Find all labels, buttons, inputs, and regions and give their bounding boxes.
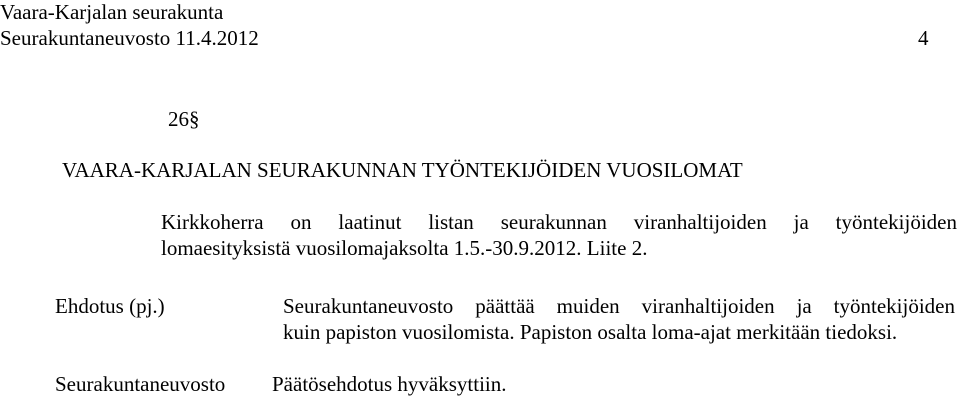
meeting-title: Seurakuntaneuvosto 11.4.2012	[0, 26, 259, 50]
page-number: 4	[918, 26, 929, 50]
intro-line-2: lomaesityksistä vuosilomajaksolta 1.5.-30.9.2012. Liite 2.	[161, 236, 648, 260]
section-number: 26§	[168, 107, 200, 131]
intro-line-1: Kirkkoherra on laatinut listan seurakunnan viranhaltijoiden ja työntekijöiden	[161, 210, 957, 234]
section-title: VAARA-KARJALAN SEURAKUNNAN TYÖNTEKIJÖIDEN VUOSILOMAT	[62, 158, 743, 182]
decision-label: Seurakuntaneuvosto	[55, 372, 226, 396]
proposal-line-1: Seurakuntaneuvosto päättää muiden viranhaltijoiden ja työntekijöiden	[283, 294, 955, 318]
organization-name: Vaara-Karjalan seurakunta	[0, 0, 224, 24]
proposal-line-2: kuin papiston vuosilomista. Papiston osalta loma-ajat merkitään tiedoksi.	[283, 320, 898, 344]
proposal-label: Ehdotus (pj.)	[55, 294, 165, 318]
decision-text: Päätösehdotus hyväksyttiin.	[272, 372, 507, 396]
